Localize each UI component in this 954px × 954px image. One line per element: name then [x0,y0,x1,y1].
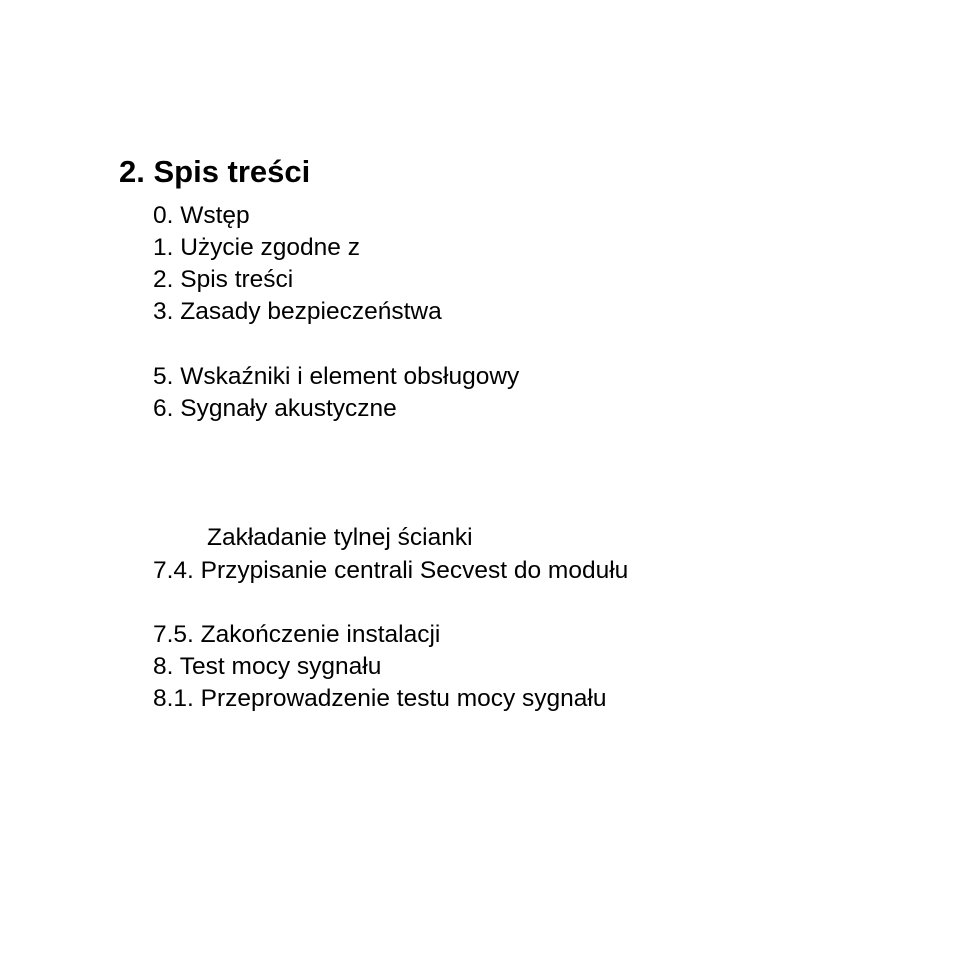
toc-entry-sygnaly: 6. Sygnały akustyczne [153,395,397,422]
toc-entry-zasady: 3. Zasady bezpieczeństwa [153,298,442,325]
toc-entry-przypisanie: 7.4. Przypisanie centrali Secvest do modułu [153,557,629,584]
toc-entry-wstep: 0. Wstęp [153,202,250,229]
toc-entry-uzycie: 1. Użycie zgodne z [153,234,360,261]
toc-entry-wskazniki: 5. Wskaźniki i element obsługowy [153,363,520,390]
toc-entry-przeprowadzenie: 8.1. Przeprowadzenie testu mocy sygnału [153,685,607,712]
toc-entry-spis-tresci: 2. Spis treści [153,266,294,293]
toc-entry-zakladanie: Zakładanie tylnej ścianki [207,524,473,551]
toc-entry-test-mocy: 8. Test mocy sygnału [153,653,382,680]
toc-entry-zakonczenie: 7.5. Zakończenie instalacji [153,621,441,648]
section-heading: 2. Spis treści [119,154,311,189]
